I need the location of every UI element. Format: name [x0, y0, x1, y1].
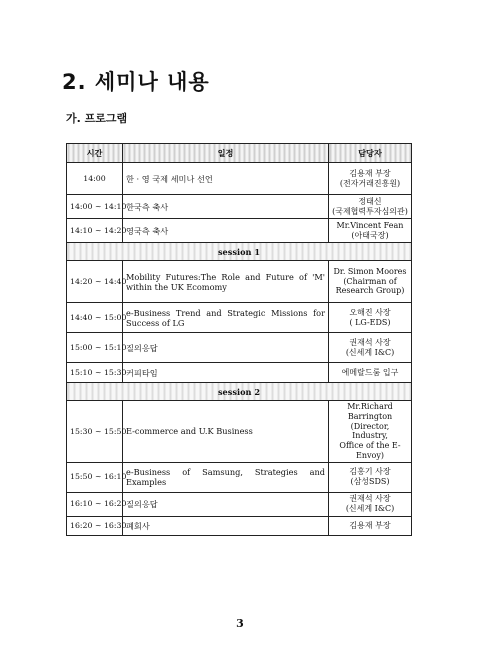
speaker-line: 김홍기 사장: [349, 467, 391, 477]
speaker-line: Mr.Richard Barrington: [347, 402, 393, 421]
speaker-line: Dr. Simon Moores: [333, 266, 407, 276]
speaker-line: (Director, Industry,: [350, 421, 390, 441]
speaker-cell: [329, 462, 412, 492]
speaker-line: 김용재 부장: [349, 168, 391, 178]
table-row: [67, 516, 412, 535]
speaker-line: (전자거래진흥원): [339, 178, 401, 188]
speaker-cell: [329, 195, 412, 219]
speaker-cell: [329, 492, 412, 516]
table-row: [67, 363, 412, 383]
time-cell: 15:10 ~ 15:30: [67, 363, 123, 383]
table-row: [67, 333, 412, 363]
time-cell: 14:20 ~ 14:40: [67, 261, 123, 303]
table-row: [67, 401, 412, 463]
speaker-line: (국제협력투자심의관): [332, 206, 408, 216]
time-cell: 14:00 ~ 14:10: [67, 195, 123, 219]
time-cell: 15:50 ~ 16:10: [67, 462, 123, 492]
table-row: [67, 492, 412, 516]
event-cell: 한국측 축사: [123, 195, 329, 219]
program-subheading: 가. 프로그램: [66, 112, 128, 125]
program-body: [67, 163, 412, 536]
speaker-cell: [329, 401, 412, 463]
speaker-cell: [329, 363, 412, 383]
table-row: [67, 462, 412, 492]
time-cell: 15:00 ~ 15:10: [67, 333, 123, 363]
time-cell: 16:10 ~ 16:20: [67, 492, 123, 516]
event-cell: E-commerce and U.K Business: [123, 401, 329, 463]
header-speaker: 담당자: [329, 144, 412, 163]
event-cell: e-Business of Samsung, Strategies and Examples: [123, 462, 329, 492]
table-row: [67, 219, 412, 243]
time-cell: 15:30 ~ 15:50: [67, 401, 123, 463]
header-time: 시간: [67, 144, 123, 163]
speaker-line: (아태국장): [351, 230, 389, 240]
speaker-line: Mr.Vincent Fean: [336, 220, 404, 230]
event-cell: 커피타임: [123, 363, 329, 383]
event-cell: 영국측 축사: [123, 219, 329, 243]
session-row: [67, 243, 412, 261]
time-cell: 14:10 ~ 14:20: [67, 219, 123, 243]
speaker-line: 오해진 사장: [349, 307, 391, 317]
table-row: [67, 303, 412, 333]
time-cell: 14:00: [67, 163, 123, 195]
event-cell: Mobility Futures:The Role and Future of 'M' within the UK Ecomomy: [123, 261, 329, 303]
event-cell: e-Business Trend and Strategic Missions for Success of LG: [123, 303, 329, 333]
speaker-line: (신세계 I&C): [345, 504, 395, 513]
table-row: [67, 261, 412, 303]
speaker-line: (Chairman of: [343, 276, 397, 286]
speaker-line: 권재석 사장: [349, 494, 391, 504]
speaker-cell: [329, 333, 412, 363]
speaker-line: Research Group): [335, 286, 405, 296]
header-event: 일정: [123, 144, 329, 163]
event-cell: 폐회사: [123, 516, 329, 535]
event-cell: 질의응답: [123, 492, 329, 516]
time-cell: 14:40 ~ 15:00: [67, 303, 123, 333]
speaker-cell: [329, 163, 412, 195]
speaker-line: 정태신: [358, 196, 382, 206]
speaker-line: (삼성SDS): [350, 477, 390, 486]
speaker-cell: [329, 516, 412, 535]
speaker-cell: [329, 303, 412, 333]
table-row: [67, 163, 412, 195]
session-label: session 1: [67, 243, 412, 261]
speaker-line: ( LG-EDS): [349, 317, 391, 327]
event-cell: 한 · 영 국제 세미나 선언: [123, 163, 329, 195]
session-row: [67, 383, 412, 401]
session-label: session 2: [67, 383, 412, 401]
section-heading: 2. 세미나 내용: [62, 70, 210, 94]
speaker-line: 김용재 부장: [349, 520, 391, 530]
table-row: [67, 195, 412, 219]
speaker-line: Office of the E-Envoy): [339, 441, 401, 460]
program-table: [66, 143, 412, 536]
speaker-line: 에메랄드룸 입구: [341, 367, 399, 377]
page-number: 3: [236, 617, 244, 630]
speaker-line: 권재석 사장: [349, 337, 391, 347]
speaker-line: (신세계 I&C): [345, 347, 395, 357]
speaker-cell: [329, 261, 412, 303]
table-header-row: [67, 144, 412, 163]
time-cell: 16:20 ~ 16:30: [67, 516, 123, 535]
speaker-cell: [329, 219, 412, 243]
event-cell: 질의응답: [123, 333, 329, 363]
